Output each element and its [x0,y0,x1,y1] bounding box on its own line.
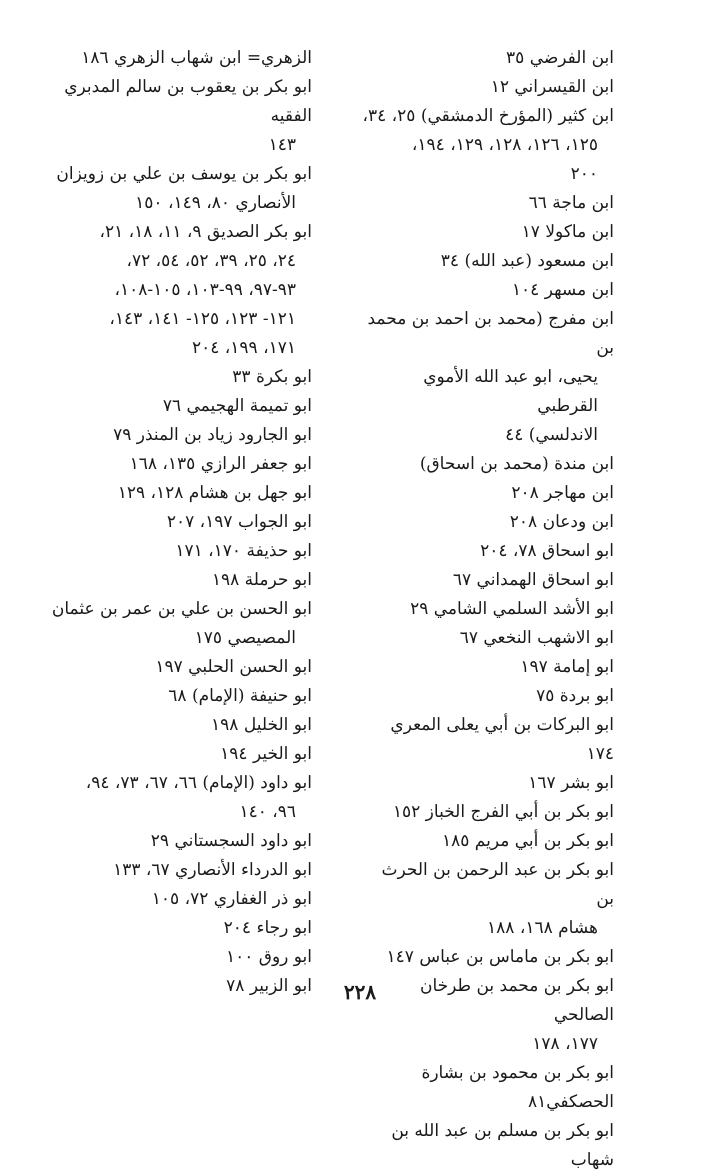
index-entry [50,885,312,914]
index-entry [50,44,312,73]
index-entry [359,305,614,450]
index-entry [50,450,312,479]
index-entry [50,218,312,363]
index-entry [50,653,312,682]
index-entry-text: ابو الحسن الحلبي ١٩٧ [155,657,312,677]
index-entry [359,450,614,479]
index-entry-continuation: ١٧١، ١٩٩، ٢٠٤ [192,338,296,358]
index-entry-text: ابن مسعود (عبد الله) ٣٤ [440,251,614,271]
index-entry-continuation: ٩٦، ١٤٠ [239,802,296,822]
index-entry [50,711,312,740]
index-entry [359,769,614,798]
index-entry [50,914,312,943]
index-entry [50,595,312,653]
index-entry [359,624,614,653]
index-entry [50,566,312,595]
index-entry [359,189,614,218]
index-entry-text: ابو الاشهب النخعي ٦٧ [459,628,614,648]
index-entry-text: ابو داود السجستاني ٢٩ [150,831,312,851]
index-entry [359,218,614,247]
index-entry-continuation: ٢٤، ٢٥، ٣٩، ٥٢، ٥٤، ٧٢، [126,251,296,271]
index-entry [359,537,614,566]
index-column-left [50,44,312,1001]
index-entry [359,798,614,827]
index-entry [50,740,312,769]
index-entry [359,856,614,943]
index-entry-text: ابو الزبير ٧٨ [226,976,312,996]
index-entry-continuation: المصيصي ١٧٥ [194,628,296,648]
index-entry-text: ابن القيسراني ١٢ [490,77,614,97]
index-entry [50,508,312,537]
index-entry-continuation: ١٢٥، ١٢٦، ١٢٨، ١٢٩، ١٩٤، [411,135,598,155]
index-entry-text: ابو حذيفة ١٧٠، ١٧١ [175,541,312,561]
index-entry-text: ابو جعفر الرازي ١٣٥، ١٦٨ [129,454,312,474]
index-column-right [359,44,614,1175]
index-entry-text: ابو البركات بن أبي يعلى المعري ١٧٤ [390,715,614,764]
index-entry-text: ابو بكر بن مسلم بن عبد الله بن شهاب [391,1121,614,1170]
index-entry-text: ابو داود (الإمام) ٦٦، ٦٧، ٧٣، ٩٤، [85,773,312,793]
index-entry-text: ابو رجاء ٢٠٤ [223,918,312,938]
index-entry-text: ابو بكر بن أبي مريم ١٨٥ [442,831,614,851]
index-entry-text: ابو ذر الغفاري ٧٢، ١٠٥ [151,889,312,909]
index-entry-text: ابو بكر بن يوسف بن علي بن زويزان [56,164,312,184]
index-entry [359,682,614,711]
index-entry-text: ابن مندة (محمد بن اسحاق) [419,454,614,474]
index-entry-text: ابو حرملة ١٩٨ [211,570,312,590]
index-entry-continuation: الأنصاري ٨٠، ١٤٩، ١٥٠ [135,193,296,213]
index-entry [50,363,312,392]
index-entry [359,653,614,682]
index-entry-text: ابو الأشد السلمي الشامي ٢٩ [410,599,614,619]
index-entry [359,102,614,189]
index-entry-text: ابن ماجة ٦٦ [528,193,614,213]
index-entry [359,595,614,624]
index-entry [50,856,312,885]
index-entry-text: ابو إمامة ١٩٧ [520,657,614,677]
index-entry [359,479,614,508]
index-entry-continuation: الاندلسي) ٤٤ [505,425,598,445]
index-entry-text: ابن الفرضي ٣٥ [506,48,614,68]
index-entry [50,392,312,421]
index-entry-text: ابو بكر بن يعقوب بن سالم المدبري الفقيه [64,77,312,126]
index-entry [50,421,312,450]
index-entry-continuation: ٩٣-٩٧، ٩٩-١٠٣، ١٠٥-١٠٨، [114,280,296,300]
index-entry-text: ابن مهاجر ٢٠٨ [511,483,614,503]
index-entry [359,44,614,73]
index-entry [359,1117,614,1175]
index-entry-text: ابو تميمة الهجيمي ٧٦ [162,396,312,416]
index-entry-text: ابو الجارود زياد بن المنذر ٧٩ [113,425,312,445]
index-entry [50,682,312,711]
index-entry-text: ابو بردة ٧٥ [536,686,614,706]
index-entry-text: ابو اسحاق ٧٨، ٢٠٤ [480,541,614,561]
index-entry-text: ابن ماكولا ١٧ [521,222,614,242]
index-entry [359,943,614,972]
index-entry [359,247,614,276]
index-entry [50,827,312,856]
index-entry-text: ابو بكر بن ماماس بن عباس ١٤٧ [386,947,614,967]
index-entry-text: ابن كثير (المؤرخ الدمشقي) ٢٥، ٣٤، [362,106,614,126]
index-entry-continuation: ١٢١- ١٢٣، ١٢٥- ١٤١، ١٤٣، [109,309,296,329]
index-entry-text: ابو الدرداء الأنصاري ٦٧، ١٣٣ [113,860,312,880]
index-entry-text: ابن مفرج (محمد بن احمد بن محمد بن [367,309,614,358]
index-entry-text: ابو بكر بن عبد الرحمن بن الحرث بن [381,860,614,909]
index-entry [50,537,312,566]
index-entry [359,566,614,595]
index-entry-text: الزهري= ابن شهاب الزهري ١٨٦ [81,48,312,68]
index-entry-text: ابو الخير ١٩٤ [220,744,312,764]
index-entry-text: ابو جهل بن هشام ١٢٨، ١٢٩ [117,483,312,503]
index-entry [359,73,614,102]
index-entry-text: ابو بكر الصديق ٩، ١١، ١٨، ٢١، [99,222,312,242]
index-entry-continuation: ١٧٧، ١٧٨ [532,1034,598,1054]
index-entry [359,276,614,305]
index-entry-text: ابو بكر بن محمد بن طرخان الصالحي [419,976,614,1025]
index-entry [50,73,312,160]
index-entry-text: ابو الجواب ١٩٧، ٢٠٧ [166,512,312,532]
index-entry-text: ابو الخليل ١٩٨ [211,715,312,735]
index-entry-text: ابو بكرة ٣٣ [232,367,312,387]
index-entry [359,508,614,537]
index-entry-continuation: ١٤٣ [268,135,296,155]
index-entry-text: ابو الحسن بن علي بن عمر بن عثمان [51,599,312,619]
index-entry-text: ابو حنيفة (الإمام) ٦٨ [168,686,312,706]
page-number: ٢٢٨ [343,980,377,1004]
index-entry [359,711,614,769]
index-entry [359,827,614,856]
index-entry [50,943,312,972]
index-entry-text: ابو بكر بن أبي الفرج الخباز ١٥٢ [392,802,614,822]
index-entry [50,160,312,218]
index-entry-text: ابو بكر بن محمود بن بشارة الحصكفي٨١ [421,1063,614,1112]
index-entry [359,1059,614,1117]
index-entry [50,479,312,508]
index-entry-text: ابو اسحاق الهمداني ٦٧ [452,570,614,590]
index-entry-text: ابو بشر ١٦٧ [528,773,614,793]
index-entry-continuation: ٢٠٠ [570,164,598,184]
index-entry-text: ابن مسهر ١٠٤ [511,280,614,300]
index-entry-continuation: يحيى، ابو عبد الله الأموي القرطبي [423,367,598,416]
index-entry-continuation: هشام ١٦٨، ١٨٨ [487,918,598,938]
index-entry-text: ابن ودعان ٢٠٨ [509,512,614,532]
index-entry-text: ابو روق ١٠٠ [225,947,312,967]
index-entry [50,769,312,827]
